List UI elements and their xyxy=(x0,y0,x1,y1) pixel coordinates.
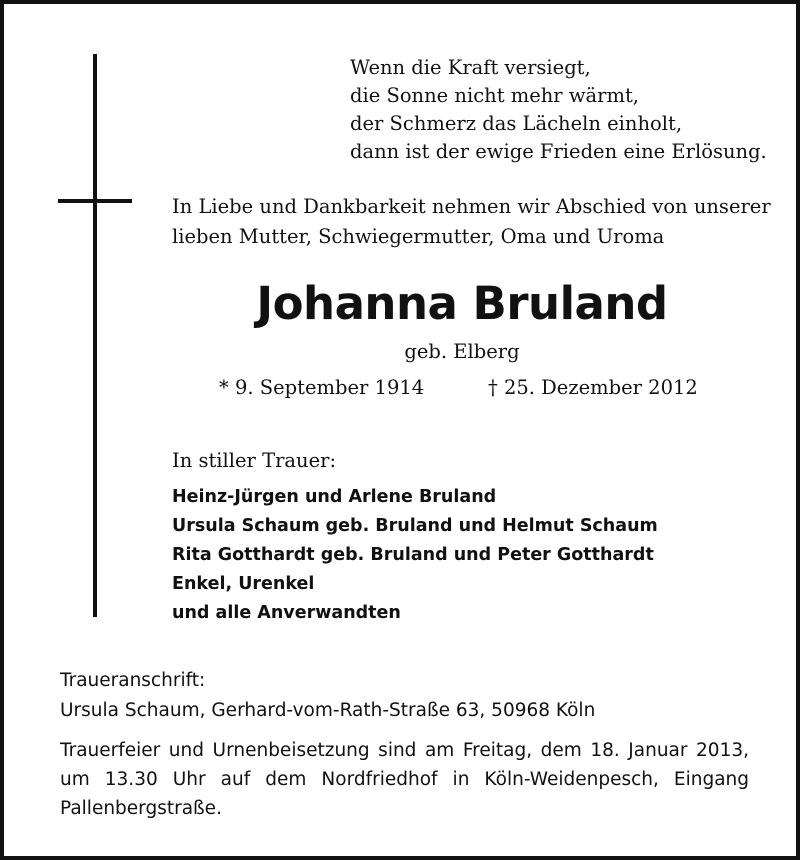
poem xyxy=(350,54,767,166)
cross-icon-crossbar xyxy=(58,199,132,203)
intro-line: In Liebe und Dankbarkeit nehmen wir Abschied von unserer xyxy=(172,195,771,218)
birth-date: * 9. September 1914 xyxy=(219,376,425,399)
mourning-address xyxy=(60,666,595,726)
death-date: † 25. Dezember 2012 xyxy=(488,376,698,399)
poem-line: Wenn die Kraft versiegt, xyxy=(350,56,591,79)
cross-icon xyxy=(93,54,97,617)
poem-line: der Schmerz das Lächeln einholt, xyxy=(350,112,683,135)
mourning-label: In stiller Trauer: xyxy=(172,449,337,472)
poem-line: die Sonne nicht mehr wärmt, xyxy=(350,84,639,107)
mourner-line: und alle Anverwandten xyxy=(172,603,401,623)
ceremony-line: um 13.30 Uhr auf dem Nordfriedhof in Köln-Weidenpesch, Eingang xyxy=(60,769,749,790)
poem-line: dann ist der ewige Frieden eine Erlösung. xyxy=(350,140,767,163)
address-line: Ursula Schaum, Gerhard-vom-Rath-Straße 63, 50968 Köln xyxy=(60,700,596,721)
ceremony-info xyxy=(60,736,749,823)
ceremony-line: Trauerfeier und Urnenbeisetzung sind am Freitag, dem 18. Januar 2013, xyxy=(60,740,749,761)
farewell-intro xyxy=(172,192,771,252)
address-label: Traueranschrift: xyxy=(60,670,206,691)
deceased-name: Johanna Bruland xyxy=(256,277,668,330)
ceremony-line: Pallenbergstraße. xyxy=(60,798,222,819)
mourner-line: Rita Gotthardt geb. Bruland und Peter Gotthardt xyxy=(172,545,654,565)
mourner-line: Heinz-Jürgen und Arlene Bruland xyxy=(172,487,497,507)
mourners-list xyxy=(172,483,658,628)
intro-line: lieben Mutter, Schwiegermutter, Oma und Uroma xyxy=(172,225,665,248)
mourner-line: Enkel, Urenkel xyxy=(172,574,315,594)
mourner-line: Ursula Schaum geb. Bruland und Helmut Schaum xyxy=(172,516,658,536)
birth-name: geb. Elberg xyxy=(404,340,520,363)
